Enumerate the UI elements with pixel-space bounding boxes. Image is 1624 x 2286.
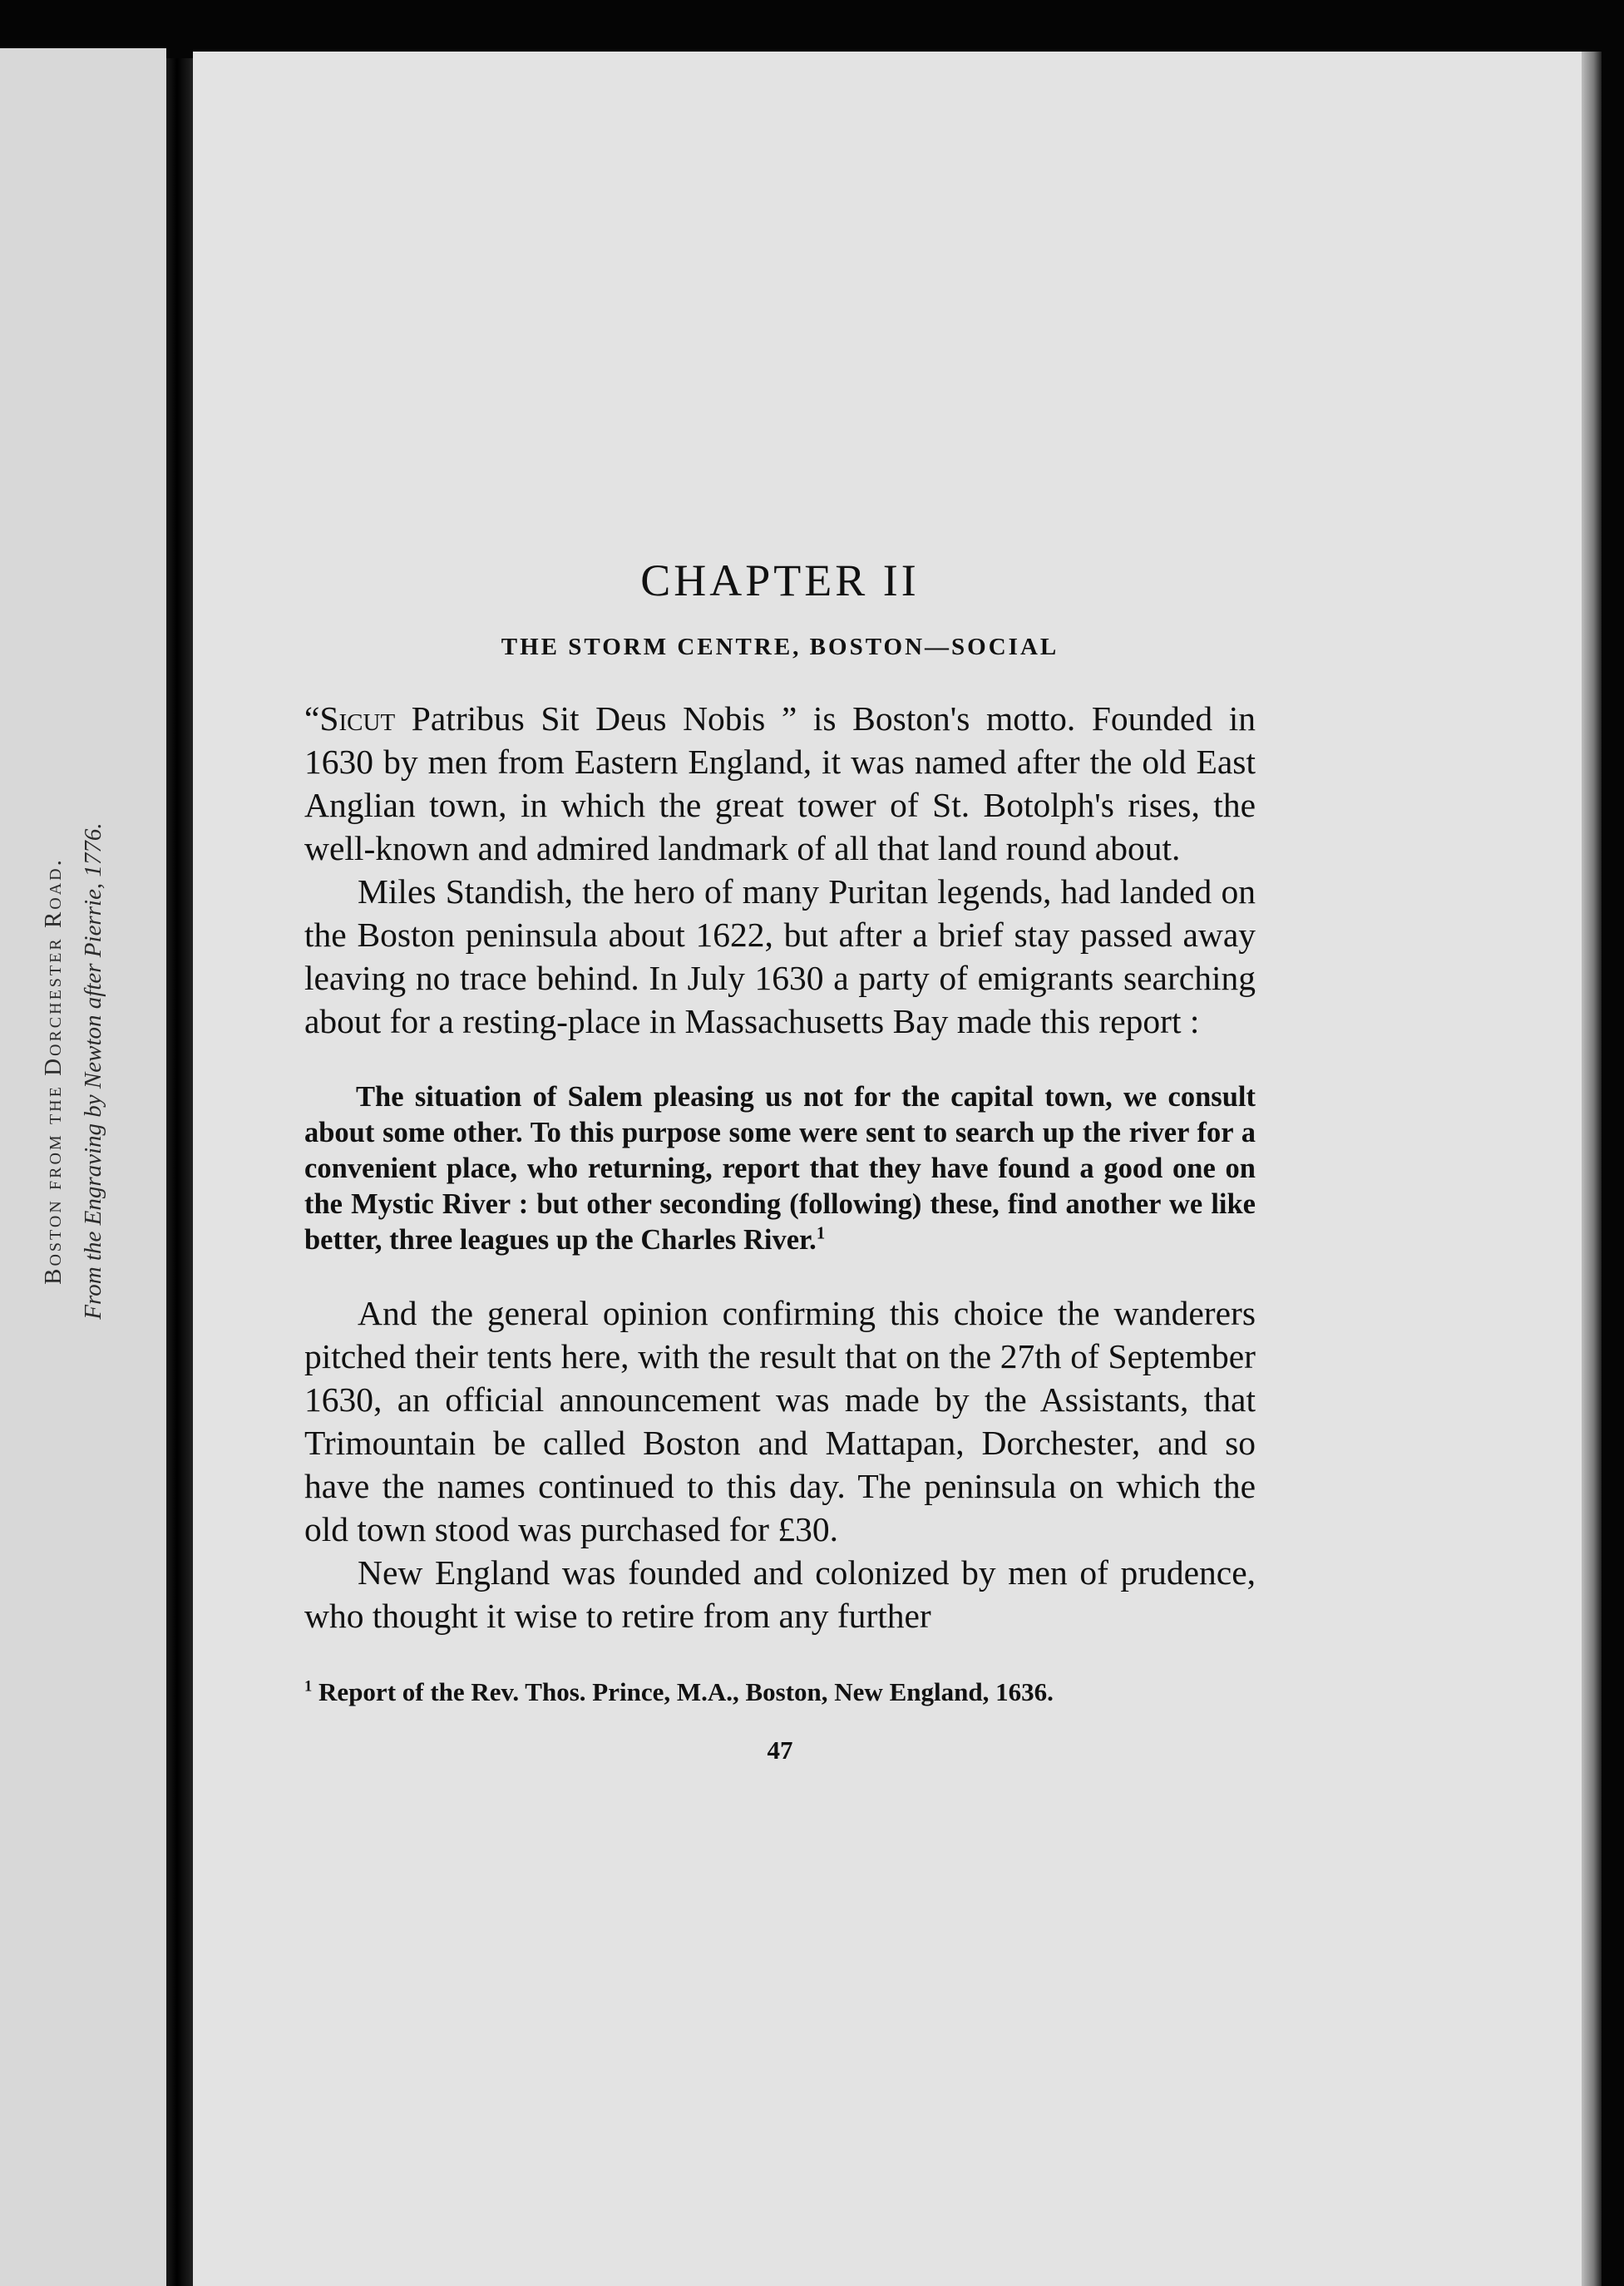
block-quote [304,1079,1256,1258]
footnote-reference: 1 [816,1224,826,1243]
motto-first-word: Sicut [319,699,396,738]
page-text-block [304,549,1256,1765]
footnote-text: Report of the Rev. Thos. Prince, M.A., Boston, New England, 1636. [312,1677,1054,1706]
plate-caption [33,447,133,1695]
page-number: 47 [767,1735,793,1765]
chapter-subtitle: THE STORM CENTRE, BOSTON—SOCIAL [501,634,1059,660]
book-gutter [166,58,193,2286]
paragraph-4: New England was founded and colonized by men of prudence, who thought it wise to retire from any further [304,1553,1256,1635]
page-edge [1582,52,1602,2286]
plate-caption-title: Boston from the Dorchester Road. [40,857,67,1285]
footnote-marker: 1 [304,1677,313,1696]
chapter-title: CHAPTER II [640,555,920,605]
facing-plate-page [0,48,166,2286]
paragraph-3: And the general opinion confirming this choice the wanderers pitched their tents here, with the result that on the 27th of September 1630, an official announcement was made by the Assistants, that Trimountain be called Boston and Mattapan, Dorchester, and so have the names continued to this day. The peninsula on which the old town stood was purchased for £30. [304,1294,1256,1548]
paragraph-1-text: Patribus Sit Deus Nobis ” is Boston's motto. Founded in 1630 by men from Eastern England, it was named after the old East Anglian town, in which the great tower of St. Botolph's rises, the well-known and admired landmark of all that land round about. [304,699,1256,867]
paragraph-2: Miles Standish, the hero of many Puritan legends, had landed on the Boston peninsula about 1622, but after a brief stay passed away leaving no trace behind. In July 1630 a party of emigrants searching about for a resting-place in Massachusetts Bay made this report : [304,872,1256,1040]
block-quote-text: The situation of Salem pleasing us not for the capital town, we consult about some other. To this purpose some were sent to search up the river for a convenient place, who returning, report that they have found a good one on the Mystic River : but other seconding (following) these, find another we like better, three leagues up the Charles River. [304,1081,1256,1256]
open-quote: “ [304,699,320,738]
paragraph-1 [304,697,1256,870]
footnote [304,1674,1256,1710]
plate-caption-credit: From the Engraving by Newton after Pierrie, 1776. [80,822,106,1320]
